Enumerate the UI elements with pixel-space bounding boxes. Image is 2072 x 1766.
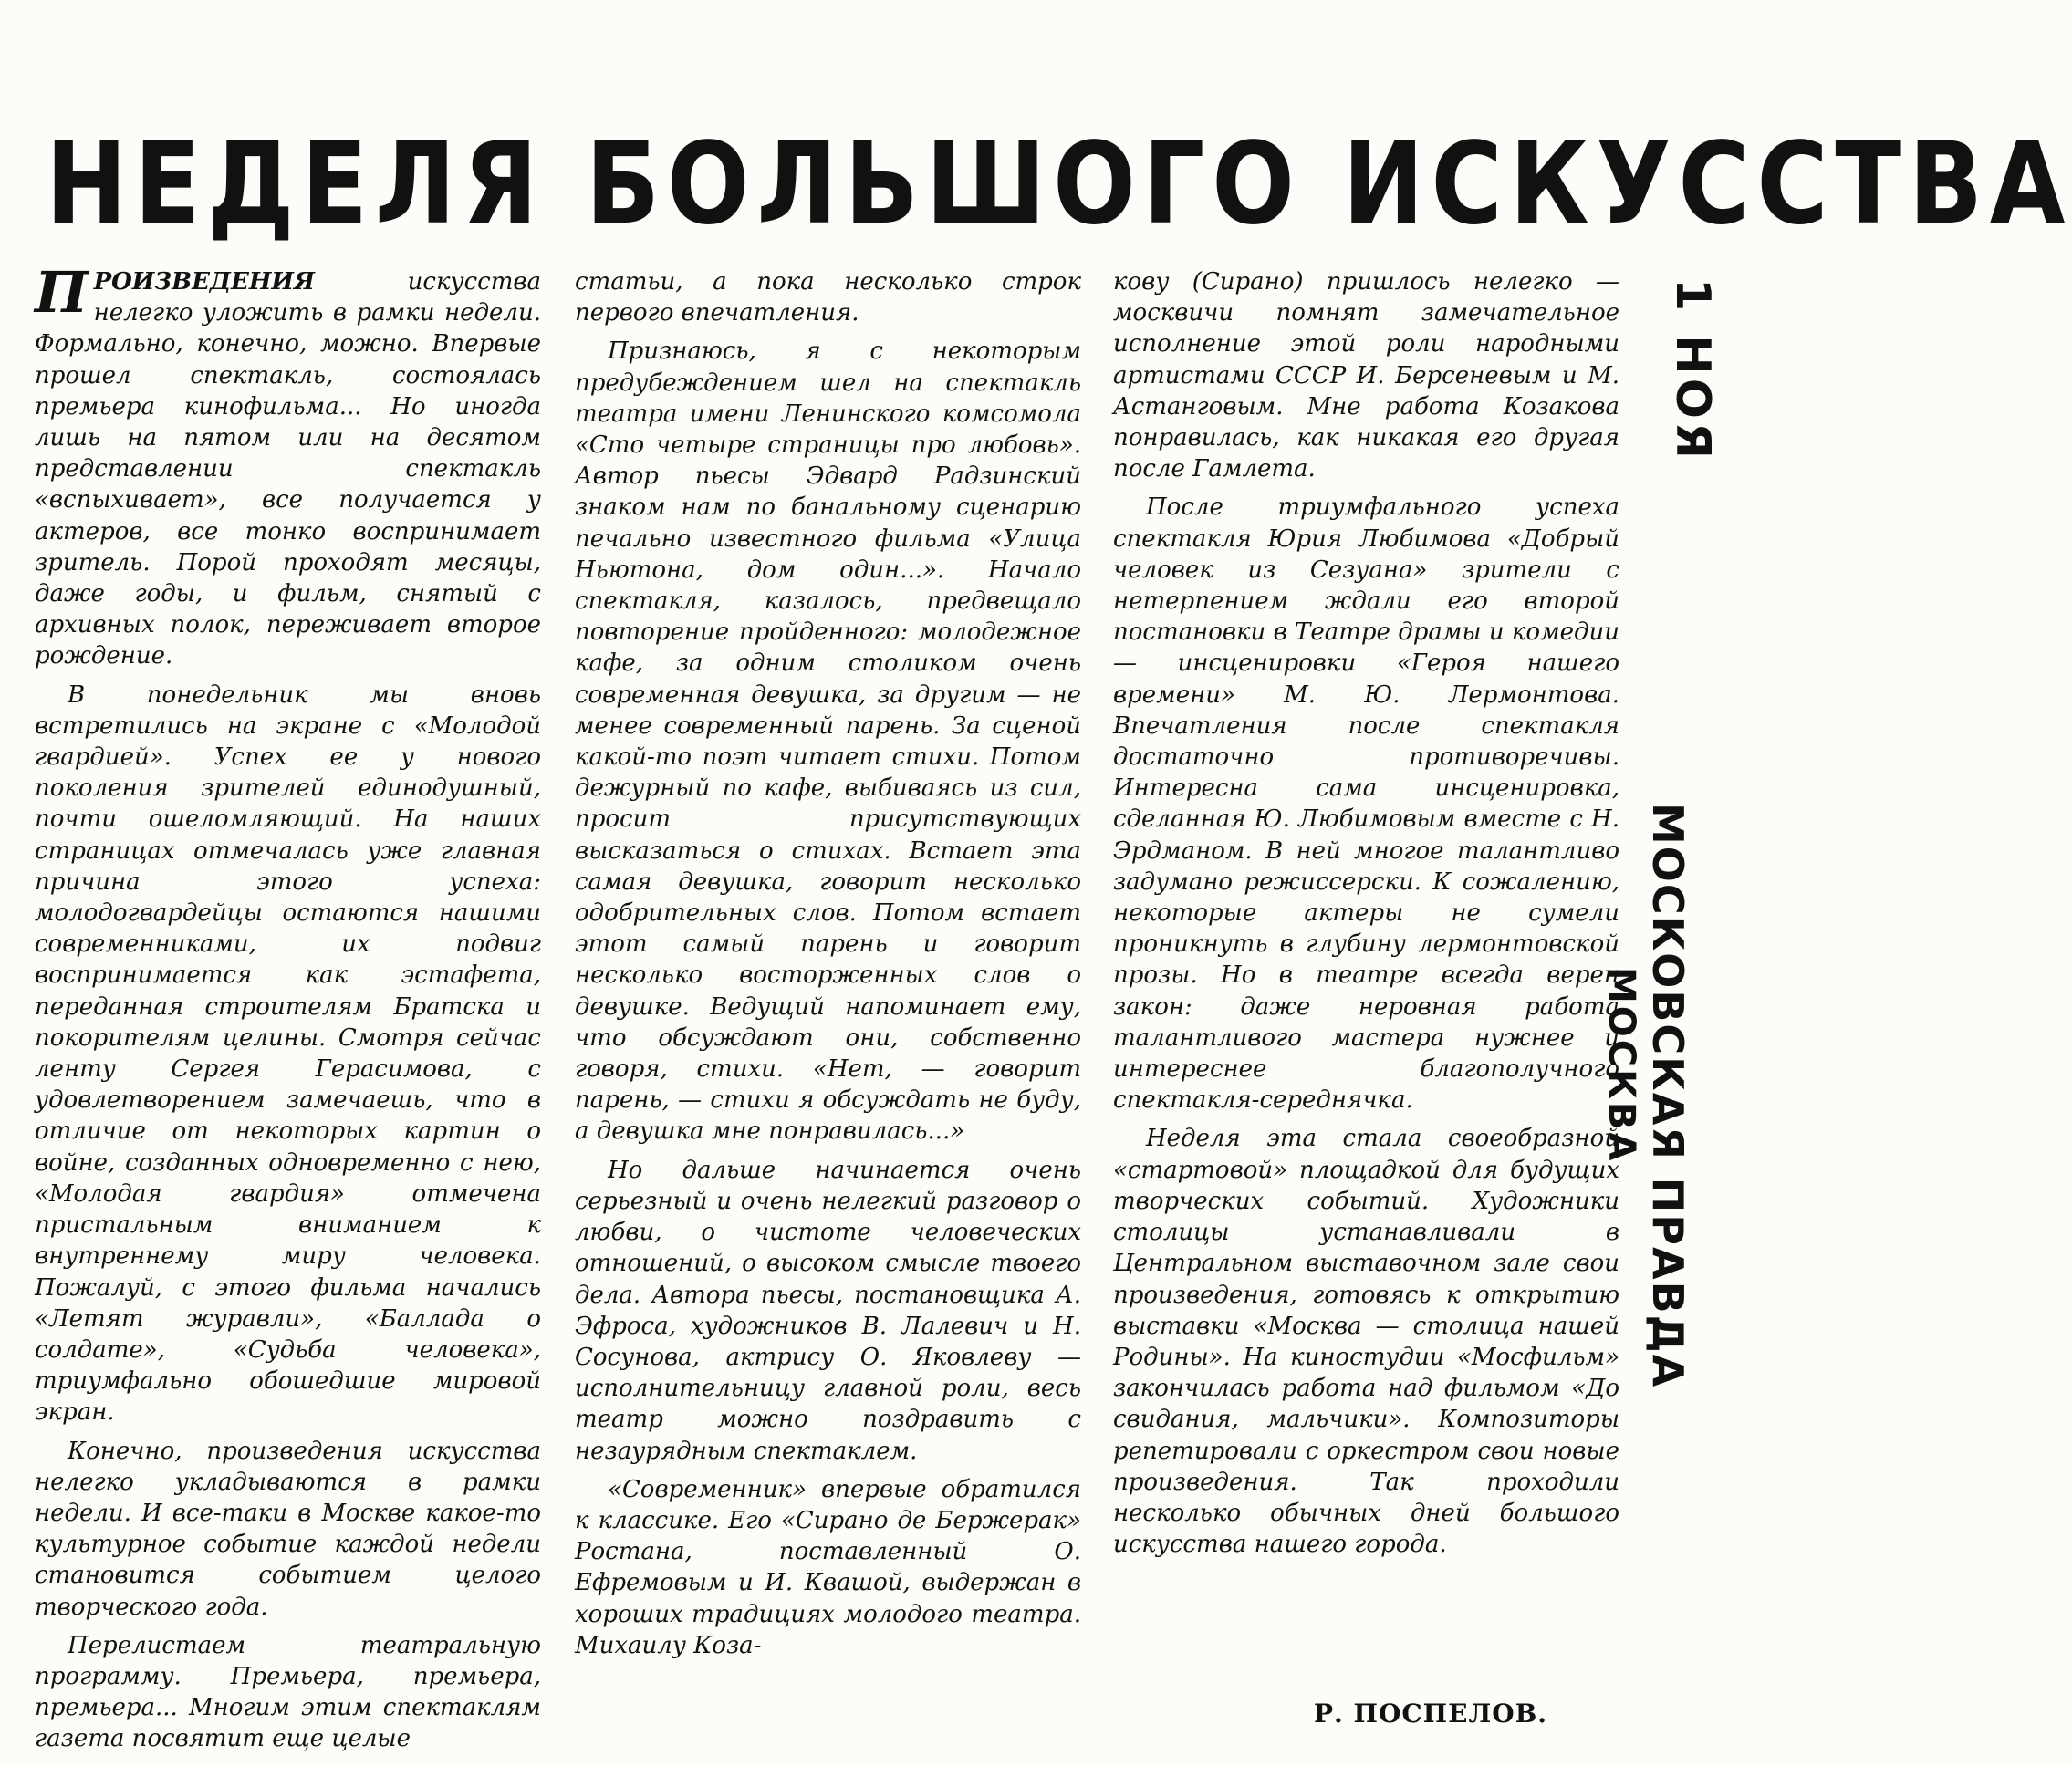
article-column-3 [1113, 266, 1619, 1567]
headline: НЕДЕЛЯ БОЛЬШОГО ИСКУССТВА [46, 119, 2072, 250]
author-signature: Р. ПОСПЕЛОВ. [1314, 1698, 1548, 1729]
article-paragraph [35, 259, 541, 672]
article-paragraph: Неделя эта стала своеобразной «стартовой» площадкой для будущих творческих событий. Художники столицы устанавливали в Центральном выставочном зале свои произведения, готовясь к открытию выставки «Москва — столица нашей Родины». На киностудии «Мосфильм» закончилась работа над фильмом «До свидания, мальчики». Композиторы репетировали с оркестром свои новые произведения. Так проходили несколько обычных дней большого искусства нашего города. [1113, 1125, 1619, 1559]
article-paragraph: В понедельник мы вновь встретились на экране с «Молодой гвардией». Успех ее у нового поколения зрителей единодушный, почти ошеломляющий. На наших страницах отмечалась уже главная причина этого успеха: молодогвардейцы остаются нашими современниками, их подвиг воспринимается как эстафета, переданная строителям Братска и покорителям целины. Смотря сейчас ленту Сергея Герасимова, с удовлетворением замечаешь, что в отличие от некоторых картин о войне, созданных одновременно с нею, «Молодая гвардия» отмечена пристальным вниманием к внутреннему миру человека. Пожалуй, с этого фильма начались «Летят журавли», «Баллада о солдате», «Судьба человека», триумфально обошедшие мировой экран. [35, 680, 541, 1427]
newspaper-stamp: МОСКОВСКАЯ ПРАВДА [1643, 803, 1692, 1389]
lead-word: РОИЗВЕДЕНИЯ [93, 268, 315, 296]
city-stamp: МОСКВА [1600, 967, 1642, 1164]
article-paragraph: «Современник» впервые обратился к классике. Его «Сирано де Бержерак» Ростана, поставленный О. Ефремовым и И. Квашой, выдержан в хороших традициях молодого театра. Михаилу Коза- [575, 1475, 1081, 1659]
date-stamp: 1 НОЯ [1665, 278, 1720, 463]
article-column-1 [35, 259, 541, 1762]
article-paragraph: После триумфального успеха спектакля Юрия Любимова «Добрый человек из Сезуана» зрители с нетерпением ждали его второй постановки в Театре драмы и комедии — инсценировки «Героя нашего времени» М. Ю. Лермонтова. Впечатления после спектакля достаточно противоречивы. Интересна сама инсценировка, сделанная Ю. Любимовым вместе с Н. Эрдманом. В ней многое талантливо задумано режиссерски. К сожалению, некоторые актеры не сумели проникнуть в глубину лермонтовской прозы. Но в театре всегда верен закон: даже неровная работа талантливого мастера нужнее и интереснее благополучного спектакля-середнячка. [1113, 493, 1619, 1115]
paragraph-text: искусства нелегко уложить в рамки недели. Формально, конечно, можно. Впервые прошел спектакль, состоялась премьера кинофильма... Но иногда лишь на пятом или на десятом представлении спектакль «вспыхивает», все получается у актеров, все тонко воспринимает зритель. Порой проходят месяцы, даже годы, и фильм, снятый с архивных полок, переживает второе рождение. [35, 268, 541, 670]
article-paragraph: Конечно, произведения искусства нелегко укладываются в рамки недели. И все-таки в Москве какое-то культурное событие каждой недели становится событием целого творческого года. [35, 1437, 541, 1621]
drop-cap: П [35, 259, 89, 326]
article-paragraph: Признаюсь, я с некоторым предубеждением шел на спектакль театра имени Ленинского комсомола «Сто четыре страницы про любовь». Автор пьесы Эдвард Радзинский знаком нам по банальному сценарию печально известного фильма «Улица Ньютона, дом один...». Начало спектакля, казалось, предвещало повторение пройденного: молодежное кафе, за одним столиком очень современная девушка, за другим — не менее современный парень. За сценой какой-то поэт читает стихи. Потом дежурный по кафе, выбиваясь из сил, просит присутствующих высказаться о стихах. Встает эта самая девушка, говорит несколько одобрительных слов. Потом встает этот самый парень и говорит несколько восторженных слов о девушке. Ведущий напоминает ему, что обсуждают они, собственно говоря, стихи. «Нет, — говорит парень, — стихи я обсуждать не буду, а девушка мне понравилась...» [575, 338, 1081, 1146]
article-paragraph: кову (Сирано) пришлось нелегко — москвичи помнят замечательное исполнение этой роли народными артистами СССР И. Берсеневым и М. Астанговым. Мне работа Козакова понравилась, как никакая его другая после Гамлета. [1113, 268, 1619, 483]
article-paragraph: Перелистаем театральную программу. Премьера, премьера, премьера... Многим этим спектаклям газета посвятит еще целые [35, 1631, 541, 1753]
article-paragraph: Но дальше начинается очень серьезный и очень нелегкий разговор о любви, о чистоте человеческих отношений, о высоком смысле твоего дела. Автора пьесы, постановщика А. Эфроса, художников В. Лалевич и Н. Сосунова, актрису О. Яковлеву — исполнительницу главной роли, весь театр можно поздравить с незаурядным спектаклем. [575, 1156, 1081, 1465]
article-paragraph: статьи, а пока несколько строк первого впечатления. [575, 268, 1081, 327]
article-column-2 [575, 266, 1081, 1668]
